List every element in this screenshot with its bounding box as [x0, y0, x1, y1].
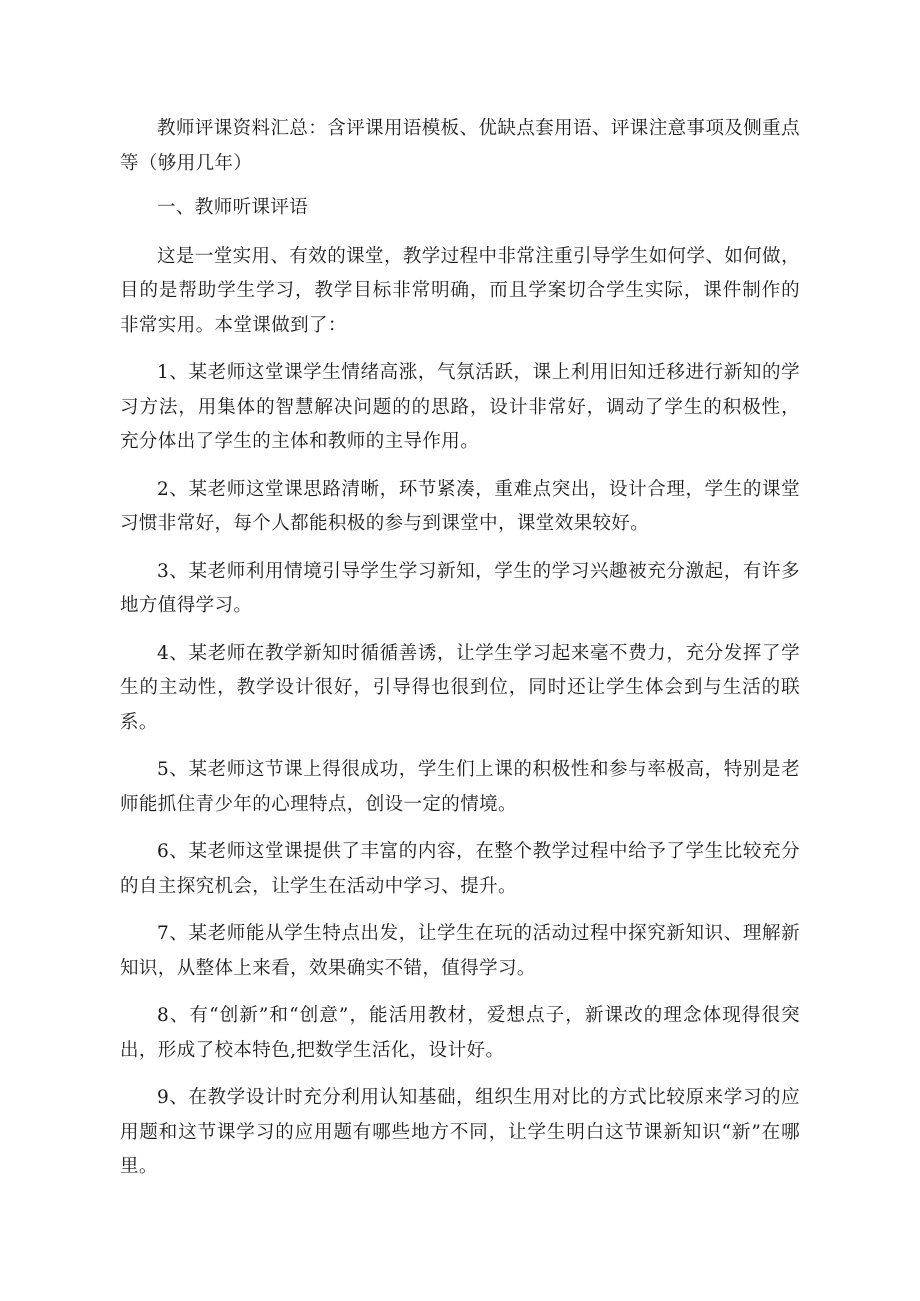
comment-item-3: 3、某老师利用情境引导学生学习新知，学生的学习兴趣被充分激起，有许多地方值得学习。: [120, 560, 800, 616]
document-title: 教师评课资料汇总：含评课用语模板、优缺点套用语、评课注意事项及侧重点等（够用几年）: [120, 118, 800, 174]
comment-item-7: 7、某老师能从学生特点出发，让学生在玩的活动过程中探究新知识、理解新知识，从整体上来看，效果确实不错，值得学习。: [120, 923, 800, 979]
document-body: [120, 112, 800, 1198]
comment-item-9: 9、在教学设计时充分利用认知基础，组织生用对比的方式比较原来学习的应用题和这节课学习的应用题有哪些地方不同，让学生明白这节课新知识“新”在哪里。: [120, 1087, 800, 1177]
comment-item-2: 2、某老师这堂课思路清晰，环节紧凑，重难点突出，设计合理，学生的课堂习惯非常好，每个人都能积极的参与到课堂中，课堂效果较好。: [120, 478, 800, 534]
comment-item-4: 4、某老师在教学新知时循循善诱，让学生学习起来毫不费力，充分发挥了学生的主动性，教学设计很好，引导得也很到位，同时还让学生体会到与生活的联系。: [120, 642, 800, 733]
section-heading: 一、教师听课评语: [157, 197, 309, 218]
intro-paragraph: 这是一堂实用、有效的课堂，教学过程中非常注重引导学生如何学、如何做，目的是帮助学生学习，教学目标非常明确，而且学案切合学生实际，课件制作的非常实用。本堂课做到了：: [120, 245, 800, 336]
comment-item-5: 5、某老师这节课上得很成功，学生们上课的积极性和参与率极高，特别是老师能抓住青少年的心理特点，创设一定的情境。: [120, 759, 800, 815]
comment-item-1: 1、某老师这堂课学生情绪高涨，气氛活跃，课上利用旧知迁移进行新知的学习方法，用集体的智慧解决问题的的思路，设计非常好，调动了学生的积极性，充分体出了学生的主体和教师的主导作用。: [120, 362, 800, 452]
comment-item-8: 8、有“创新”和“创意”，能活用教材，爱想点子，新课改的理念体现得很突出，形成了校本特色,把数学生活化，设计好。: [120, 1005, 800, 1061]
comment-item-6: 6、某老师这堂课提供了丰富的内容，在整个教学过程中给予了学生比较充分的自主探究机会，让学生在活动中学习、提升。: [120, 841, 800, 897]
